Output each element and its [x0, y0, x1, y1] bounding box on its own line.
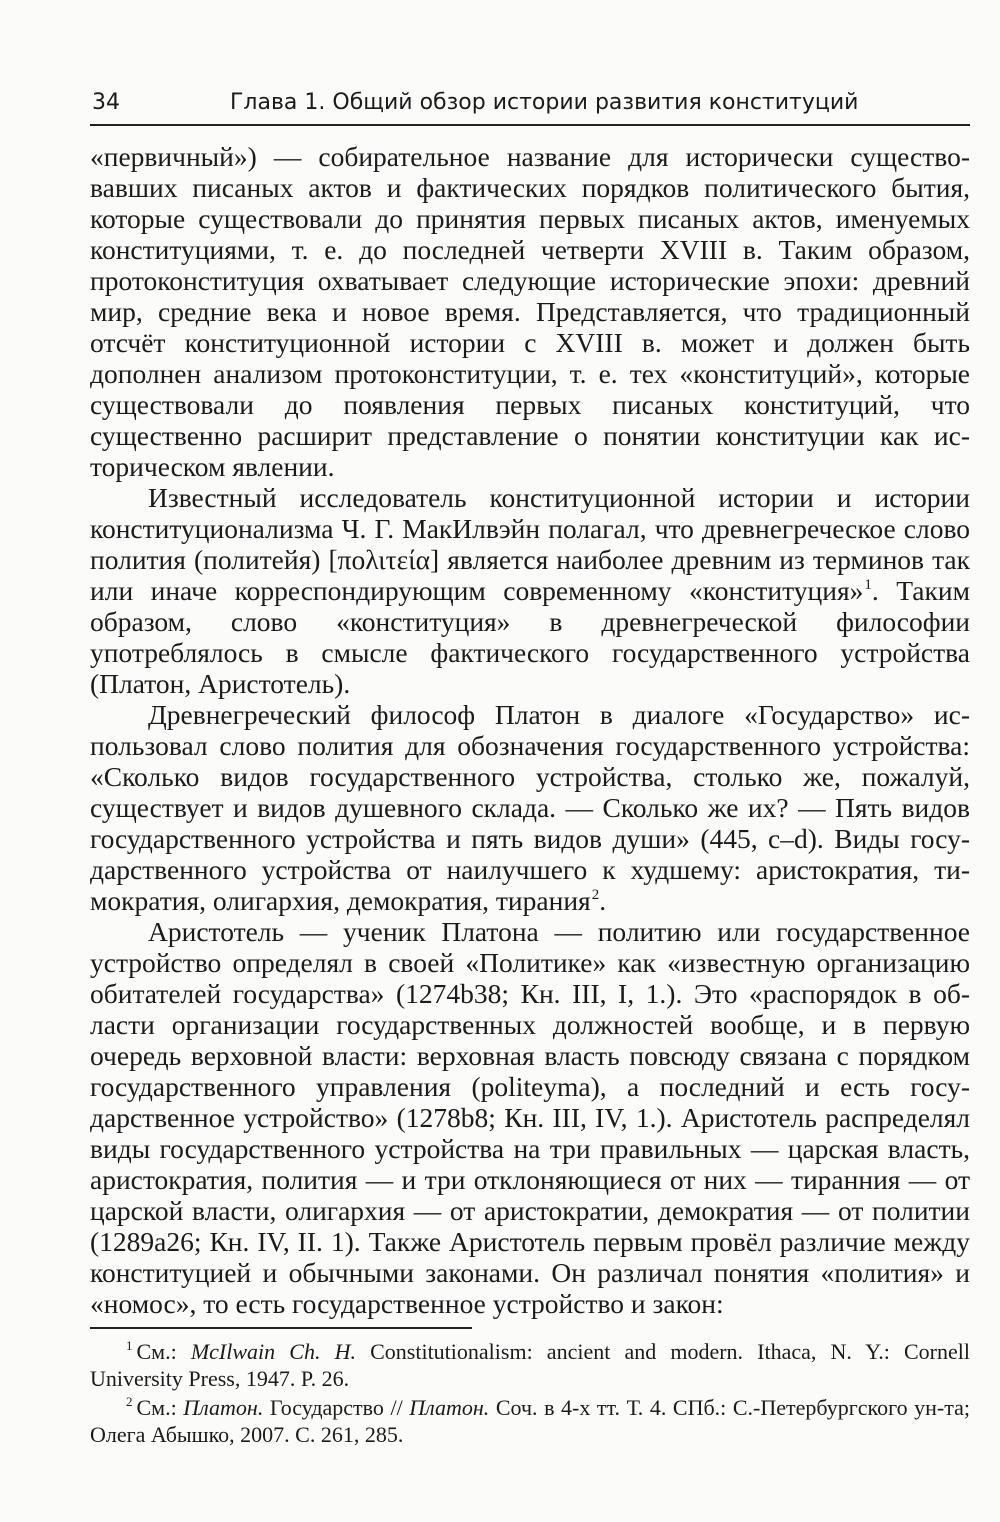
- footnote-2-author-2: Платон.: [409, 1395, 490, 1420]
- paragraph-4-text: Аристотель — ученик Платона — политию или государственное устройство определял в своей «Политике» как «известную организацию обитателей государства» (1274b38; Кн. III, I, 1.). Это «распорядок в области организации государственных должностей вообще, и в первую очередь верховной власти: верховная власть повсюду связана с порядком государственного управления (politeyma), а последний и есть государственное устройство» (1278b8; Кн. III, IV, 1.). Аристотель распределял виды государственного устройства на три правильных — царская власть, аристократия, полития — и три отклоняющиеся от них — тиранния — от царской власти, олигархия — от аристократии, демократия — от политии (1289a26; Кн. IV, II. 1). Также Аристотель первым провёл различие между конституцией и обычными законами. Он различал понятия «полития» и «номос», то есть государственное устройство и закон:: [90, 916, 970, 1319]
- main-text: [90, 141, 970, 1319]
- page-number: 34: [92, 90, 120, 115]
- footnote-1-text: Constitutionalism: ancient and modern. Ithaca, N. Y.: Cornell University Press, 1947. P. 26.: [90, 1339, 970, 1391]
- paragraph-4: [90, 916, 970, 1319]
- footnote-divider: [90, 1327, 472, 1329]
- chapter-title: Глава 1. Общий обзор истории развития конституций: [230, 90, 859, 115]
- footnotes: [90, 1338, 970, 1450]
- paragraph-1: [90, 141, 970, 482]
- footnote-1-number: 1: [126, 1338, 133, 1353]
- footnote-2: [90, 1394, 970, 1448]
- paragraph-2-text-a: Известный исследователь конституционной истории и истории конституционализма Ч. Г. МакИлвэйн полагал, что древнегреческое слово полития (политейя) [πολιτεία] является наиболее древним из терминов так или иначе корреспондирующим современному «конституция»: [90, 482, 970, 606]
- footnote-1: [90, 1338, 970, 1392]
- footnote-2-mid: Государство //: [263, 1395, 410, 1420]
- footnote-2-author: Платон.: [183, 1395, 264, 1420]
- running-head: [90, 84, 970, 126]
- footnote-1-prefix: См.:: [136, 1339, 191, 1364]
- footnote-2-prefix: См.:: [136, 1395, 184, 1420]
- paragraph-3-text-b: .: [599, 885, 607, 916]
- paragraph-3-text-a: Древнегреческий философ Платон в диалоге «Государство» использовал слово полития для обозначения государственного устройства: «Сколько видов государственного устройства, столько же, пожалуй, существует и видов душевного склада. — Сколько же их? — Пять видов государственного устройства и пять видов души» (445, c–d). Виды государственного устройства от наилучшего к худшему: аристократия, тимократия, олигархия, демократия, тирания: [90, 699, 970, 916]
- paragraph-1-text: «первичный») — собирательное название для исторически существовавших писаных актов и фактических порядков политического бытия, которые существовали до принятия первых писаных актов, именуемых конституциями, т. е. до последней четверти XVIII в. Таким образом, протоконституция охватывает следующие исторические эпохи: древний мир, средние века и новое время. Представляется, что традиционный отсчёт конституционной истории с XVIII в. может и должен быть дополнен анализом протоконституции, т. е. тех «конституций», которые существовали до появления первых писаных конституций, что существенно расширит представление о понятии конституции как историческом явлении.: [90, 141, 970, 482]
- paragraph-3: [90, 699, 970, 916]
- footnote-1-author: McIlwain Ch. H.: [190, 1339, 356, 1364]
- paragraph-2: [90, 482, 970, 699]
- footnote-ref-2[interactable]: 2: [591, 887, 600, 903]
- footnote-ref-1[interactable]: 1: [864, 577, 872, 593]
- paragraph-2-text-b: . Таким образом, слово «конституция» в древнегреческой философии употреблялось в смысле фактического государственного устройства (Платон, Аристотель).: [90, 575, 970, 699]
- footnote-2-number: 2: [126, 1394, 133, 1409]
- footnote-2-text: Соч. в 4-х тт. Т. 4. СПб.: С.-Петербургского ун-та; Олега Абышко, 2007. С. 261, 285.: [90, 1395, 970, 1447]
